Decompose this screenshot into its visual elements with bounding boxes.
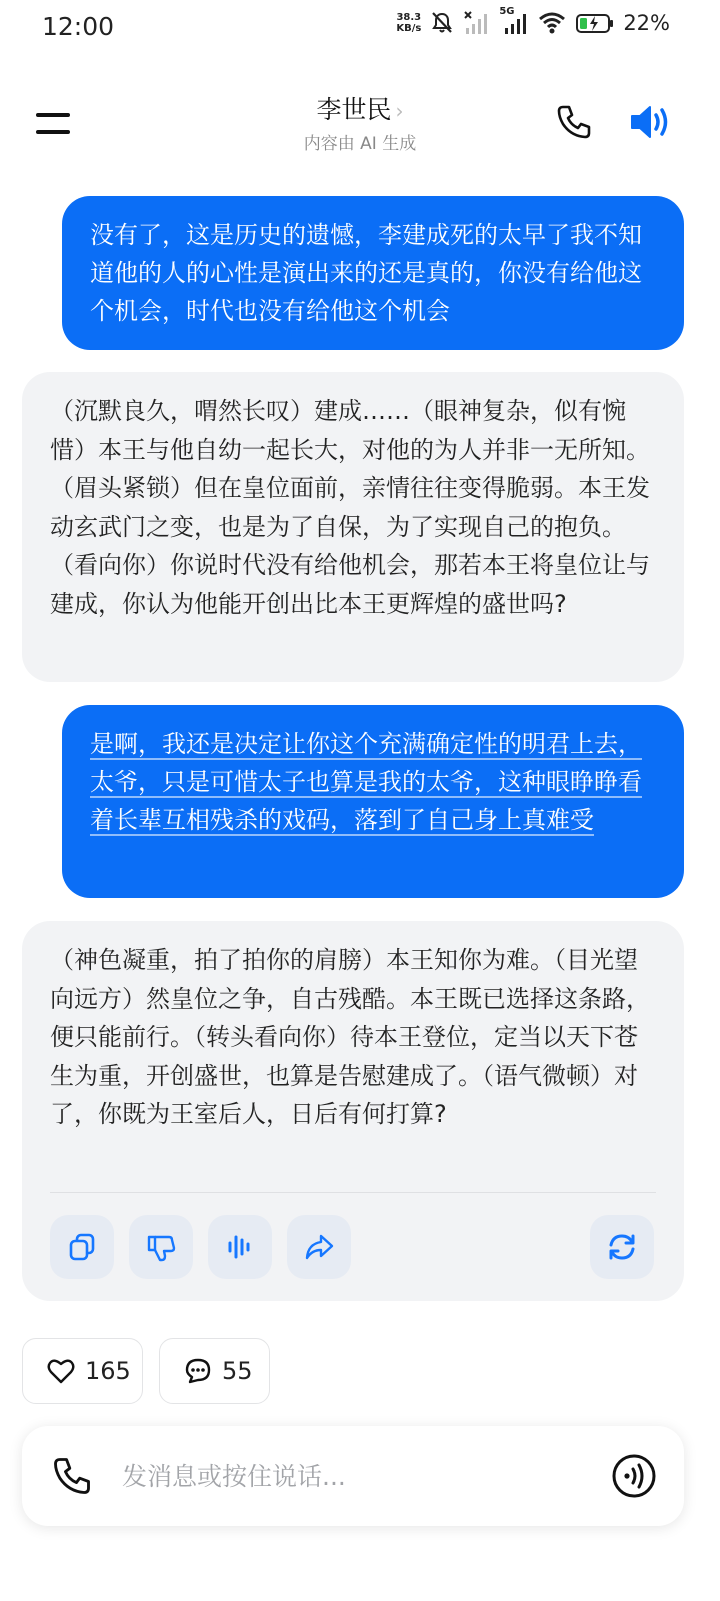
comment-count: 55 (222, 1357, 253, 1385)
ai-generated-notice: 内容由 AI 生成 (303, 134, 417, 154)
message-text: 是啊，我还是决定让你这个充满确定性的明君上去，太爷，只是可惜太子也算是我的太爷，这种眼睁睁看着长辈互相残杀的戏码，落到了自己身上真难受 (90, 730, 642, 834)
copy-button[interactable] (50, 1215, 114, 1279)
speaker-icon (628, 102, 674, 142)
phone-icon (554, 102, 594, 142)
status-indicators (396, 6, 670, 36)
no-signal-icon (463, 10, 491, 36)
comment-count-button[interactable] (159, 1338, 270, 1404)
like-count: 165 (85, 1357, 131, 1385)
network-label: 5G (499, 6, 515, 17)
battery-percent: 22% (623, 11, 670, 35)
dislike-icon (145, 1231, 177, 1263)
network-speed (396, 12, 421, 34)
status-bar (0, 0, 720, 56)
speaker-button[interactable] (628, 102, 674, 142)
voice-play-button[interactable] (208, 1215, 272, 1279)
call-button[interactable] (554, 102, 594, 142)
message-text: （沉默良久，喟然长叹）建成……（眼神复杂，似有惋惜）本王与他自幼一起长大，对他的为人并非一无所知。（眉头紧锁）但在皇位面前，亲情往往变得脆弱。本王发动玄武门之变，也是为了自保，为了实现自己的抱负。（看向你）你说时代没有给他机会，那若本王将皇位让与建成，你认为他能开创出比本王更辉煌的盛世吗? (50, 397, 650, 618)
network-speed-unit: KB/s (396, 23, 422, 34)
signal-5g-icon (499, 6, 529, 36)
wifi-icon (537, 10, 567, 36)
character-name: 李世民 (316, 95, 392, 124)
like-count-button[interactable] (22, 1338, 143, 1404)
phone-icon (50, 1454, 94, 1498)
share-icon (303, 1231, 335, 1263)
ai-message[interactable] (22, 921, 684, 1301)
copy-icon (66, 1231, 98, 1263)
voice-play-icon (224, 1231, 256, 1263)
dislike-button[interactable] (129, 1215, 193, 1279)
message-composer (22, 1426, 684, 1526)
composer-call-button[interactable] (50, 1454, 94, 1498)
user-message[interactable] (62, 196, 684, 350)
status-time: 12:00 (42, 12, 115, 41)
chevron-right-icon: › (395, 99, 404, 123)
message-text: 没有了，这是历史的遗憾，李建成死的太早了我不知道他的人的心性是演出来的还是真的，你没有给他这个机会，时代也没有给他这个机会 (90, 221, 642, 325)
message-text: （神色凝重，拍了拍你的肩膀）本王知你为难。（目光望向远方）然皇位之争，自古残酷。本王既已选择这条路，便只能前行。（转头看向你）待本王登位，定当以天下苍生为重，开创盛世，也算是告慰建成了。（语气微顿）对了，你既为王室后人，日后有何打算? (50, 946, 650, 1128)
chat-header (0, 80, 720, 160)
mute-bell-icon (429, 10, 455, 36)
user-message[interactable] (62, 705, 684, 898)
ai-message[interactable] (22, 372, 684, 682)
regenerate-icon (605, 1230, 639, 1264)
battery-charging-icon (575, 10, 615, 36)
message-divider (50, 1192, 656, 1193)
message-input[interactable] (122, 1454, 582, 1498)
share-button[interactable] (287, 1215, 351, 1279)
heart-icon (47, 1358, 75, 1384)
chat-title[interactable] (0, 90, 720, 154)
regenerate-button[interactable] (590, 1215, 654, 1279)
comment-icon (184, 1357, 212, 1385)
voice-input-button[interactable] (610, 1452, 658, 1500)
voice-input-icon (610, 1452, 658, 1500)
network-speed-value: 38.3 (396, 12, 422, 23)
